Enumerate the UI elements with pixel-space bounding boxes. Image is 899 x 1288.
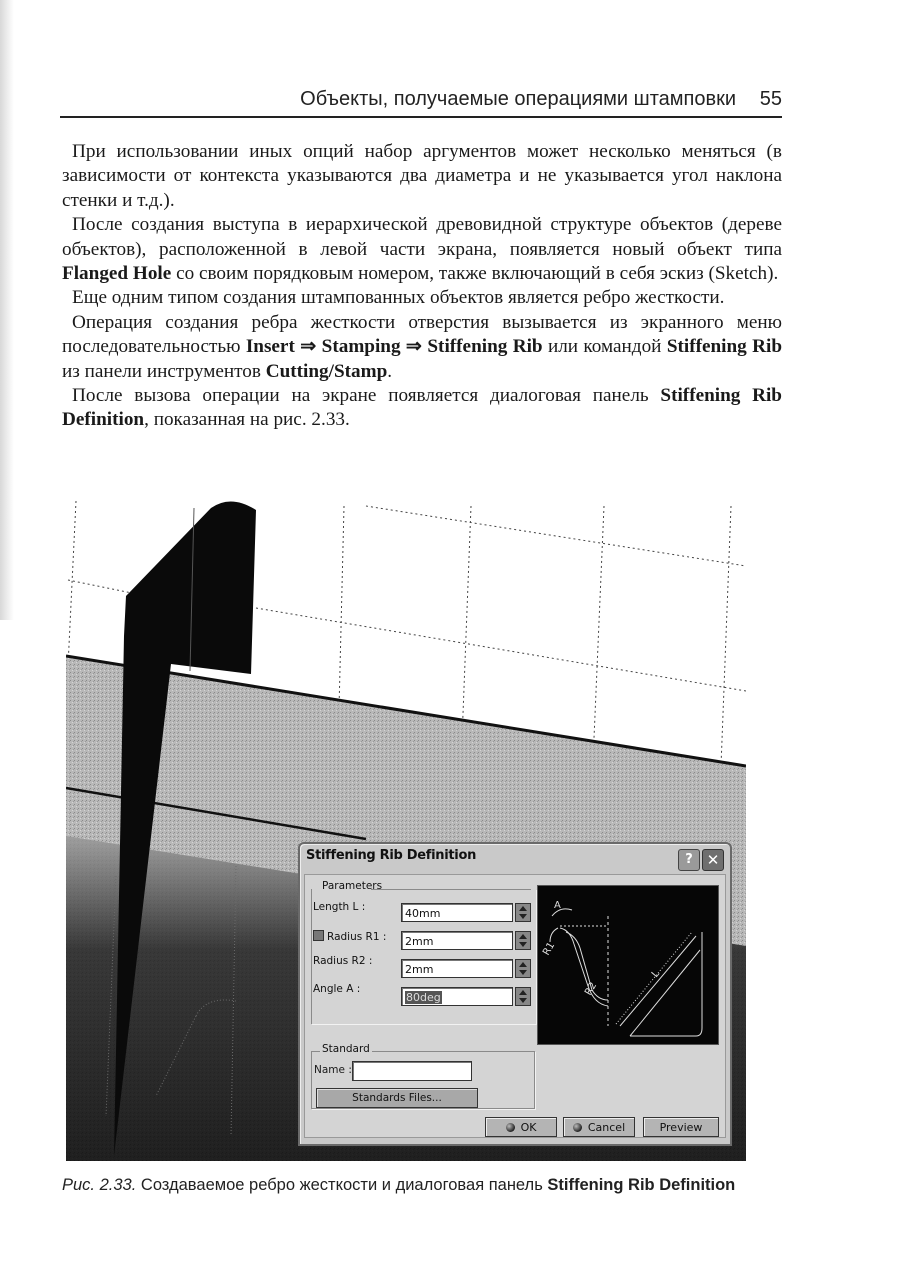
chapter-title: Объекты, получаемые операциями штамповки <box>300 88 736 110</box>
angle-value-selected: 80deg <box>406 991 441 1004</box>
help-button[interactable]: ? <box>678 849 700 871</box>
term-flanged-hole: Flanged Hole <box>62 263 172 285</box>
paragraph-3: Еще одним типом создания штампованных объектов является ребро жесткости. <box>72 287 725 309</box>
paragraph-2: После создания выступа в иерархической древовидной структуре объектов (дереве объектов), расположенной в левой части экрана, появляется новый объект типа Flanged Hole со своим порядковым номером, также включающий в себя эскиз (Sketch). <box>62 214 782 285</box>
length-symbol: L <box>649 968 662 980</box>
ok-icon <box>506 1123 515 1132</box>
radius-r1-label: Radius R1 : <box>313 930 386 943</box>
running-head <box>60 84 782 118</box>
close-button[interactable]: ✕ <box>702 849 724 871</box>
angle-input[interactable] <box>401 987 513 1006</box>
caption-bold: Stiffening Rib Definition <box>547 1176 736 1194</box>
rib-preview-image <box>537 885 719 1045</box>
cancel-icon <box>573 1123 582 1132</box>
r2-symbol: R2 <box>583 980 600 998</box>
radius-r2-spinner[interactable] <box>515 959 531 978</box>
radius-r1-spinner[interactable] <box>515 931 531 950</box>
angle-label: Angle A : <box>313 983 361 995</box>
radius-r1-input[interactable]: 2mm <box>401 931 513 950</box>
cancel-button[interactable]: Cancel <box>563 1117 635 1137</box>
figure-caption: Рис. 2.33. Создаваемое ребро жесткости и диалоговая панель Stiffening Rib Definition <box>62 1176 736 1194</box>
length-label: Length L : <box>313 901 366 913</box>
paragraph-5: После вызова операции на экране появляется диалоговая панель Stiffening Rib Definition, показанная на рис. 2.33. <box>62 385 782 431</box>
r1-symbol: R1 <box>541 940 558 958</box>
preview-button[interactable]: Preview <box>643 1117 719 1137</box>
lock-icon[interactable] <box>313 930 324 941</box>
parameters-label: Parameters <box>322 880 383 892</box>
figure-2-33 <box>66 496 746 1161</box>
radius-r2-input[interactable]: 2mm <box>401 959 513 978</box>
dialog-body <box>304 874 726 1138</box>
standard-label: Standard <box>322 1043 370 1055</box>
rib-profile-diagram <box>538 886 718 1044</box>
length-spinner[interactable] <box>515 903 531 922</box>
toolbar-name: Cutting/Stamp <box>265 360 388 382</box>
radius-r2-label: Radius R2 : <box>313 955 373 967</box>
dialog-title: Stiffening Rib Definition <box>306 848 477 863</box>
ok-button[interactable]: OK <box>485 1117 557 1137</box>
paragraph-1: При использовании иных опций набор аргументов может несколько меняться (в зависимости от контекста указываются два диаметра и не указывается угол наклона стенки и т.д.). <box>62 141 782 211</box>
body-text <box>62 140 782 433</box>
figure-ref: Рис. 2.33. <box>62 1176 137 1194</box>
name-input[interactable] <box>352 1061 472 1081</box>
menu-path: Insert ⇒ Stamping ⇒ Stiffening Rib <box>245 336 543 358</box>
name-label: Name : <box>314 1064 352 1076</box>
dialog-name: Stiffening Rib Definition <box>62 385 782 431</box>
group-divider <box>371 889 531 890</box>
angle-symbol: A <box>554 900 561 911</box>
command-name: Stiffening Rib <box>666 336 782 358</box>
scan-edge-shadow <box>0 0 14 620</box>
paragraph-4: Операция создания ребра жесткости отверстия вызывается из экранного меню последовательностью Insert ⇒ Stamping ⇒ Stiffening Rib или командой Stiffening Rib из панели инструментов Cutting/Stamp. <box>62 311 782 382</box>
stiffening-rib-dialog <box>298 842 732 1146</box>
standard-group <box>311 1043 535 1109</box>
page-number: 55 <box>759 88 782 110</box>
length-input[interactable]: 40mm <box>401 903 513 922</box>
angle-spinner[interactable] <box>515 987 531 1006</box>
standards-files-button[interactable]: Standards Files... <box>316 1088 478 1108</box>
